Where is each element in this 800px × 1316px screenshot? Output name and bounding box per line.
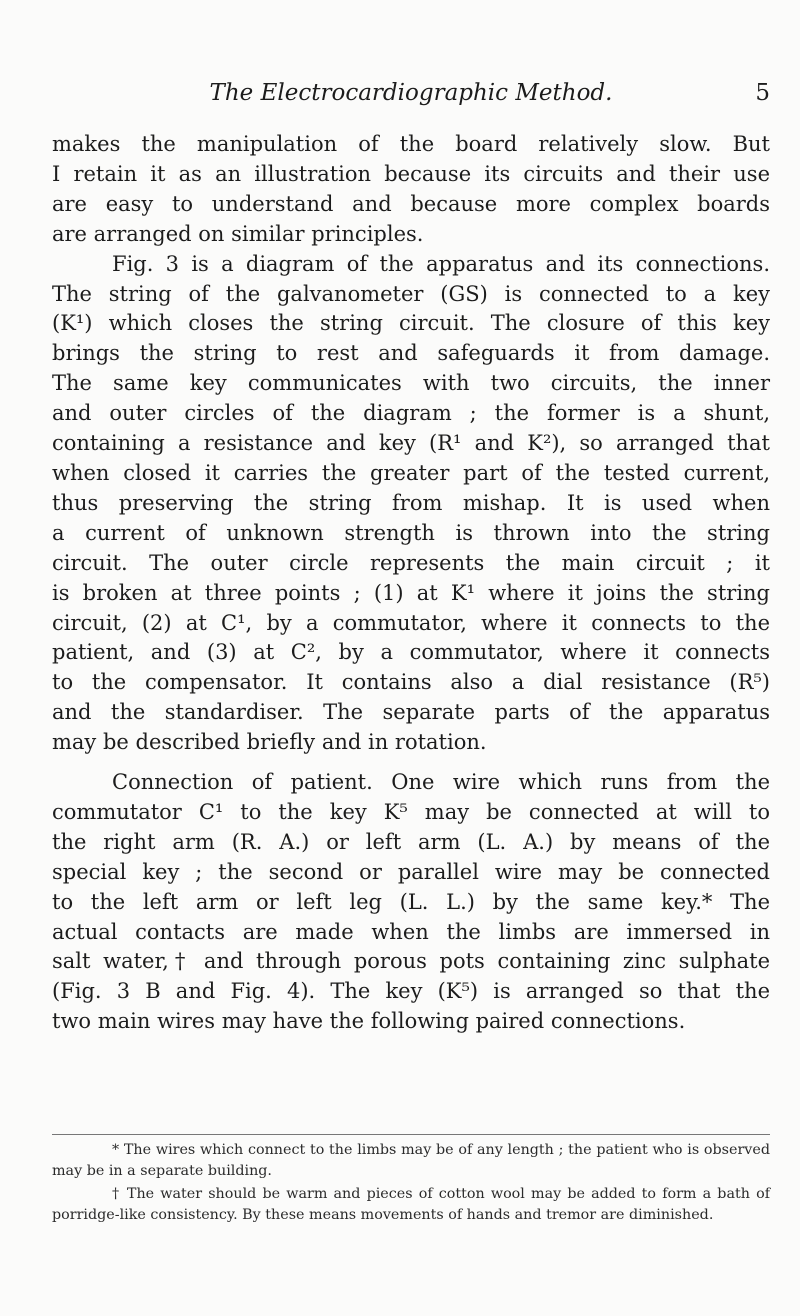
body-text bbox=[52, 130, 770, 1037]
running-title: The Electrocardiographic Method. bbox=[209, 80, 613, 106]
text-line: makes the manipulation of the board relatively slow. But bbox=[52, 132, 770, 156]
text-line: brings the string to rest and safeguards it from damage. bbox=[52, 341, 770, 366]
text-line: special key ; the second or parallel wire may be connected bbox=[52, 859, 770, 884]
text-line: commutator C¹ to the key K⁵ may be connected at will to bbox=[52, 799, 770, 824]
text-line: The string of the galvanometer (GS) is connected to a key bbox=[52, 281, 770, 306]
text-line: (K¹) which closes the string circuit. The closure of this key bbox=[52, 311, 770, 336]
text-line: Fig. 3 is a diagram of the apparatus and its connections. bbox=[112, 251, 770, 276]
text-line: may be described briefly and in rotation. bbox=[52, 730, 487, 755]
text-line: circuit. The outer circle represents the main circuit ; it bbox=[52, 550, 770, 575]
text-line: salt water,† and through porous pots containing zinc sulphate bbox=[52, 949, 770, 974]
text-line: I retain it as an illustration because its circuits and their use bbox=[52, 161, 770, 186]
text-line: are arranged on similar principles. bbox=[52, 221, 424, 246]
text-line: to the left arm or left leg (L. L.) by the same key.* The bbox=[52, 889, 770, 914]
text-line: is broken at three points ; (1) at K¹ where it joins the string bbox=[52, 580, 770, 605]
text-line: (Fig. 3 B and Fig. 4). The key (K⁵) is arranged so that the bbox=[52, 979, 770, 1004]
text-line: and outer circles of the diagram ; the former is a shunt, bbox=[52, 401, 770, 426]
text-line: are easy to understand and because more complex boards bbox=[52, 191, 770, 216]
page-number: 5 bbox=[755, 80, 770, 106]
text-line: circuit, (2) at C¹, by a commutator, where it connects to the bbox=[52, 610, 770, 635]
text-line: actual contacts are made when the limbs are immersed in bbox=[52, 919, 770, 944]
text-line: when closed it carries the greater part of the tested current, bbox=[52, 460, 770, 485]
text-line: patient, and (3) at C², by a commutator, where it connects bbox=[52, 640, 770, 665]
footnotes bbox=[52, 1140, 770, 1228]
text-line: the right arm (R. A.) or left arm (L. A.) by means of the bbox=[52, 829, 770, 854]
text-line: Connection of patient. One wire which runs from the bbox=[112, 770, 770, 795]
text-line: to the compensator. It contains also a dial resistance (R⁵) bbox=[52, 670, 770, 695]
text-line: thus preserving the string from mishap. It is used when bbox=[52, 490, 770, 515]
text-line: two main wires may have the following paired connections. bbox=[52, 1009, 686, 1034]
footnote-rule bbox=[52, 1134, 770, 1135]
text-line: containing a resistance and key (R¹ and K²), so arranged that bbox=[52, 431, 770, 456]
page-header bbox=[52, 78, 770, 114]
text-line: and the standardiser. The separate parts of the apparatus bbox=[52, 700, 770, 725]
text-line: The same key communicates with two circuits, the inner bbox=[52, 371, 770, 396]
footnote: * The wires which connect to the limbs may be of any length ; the patient who is observed may be in a separate building. bbox=[52, 1142, 770, 1179]
footnote: † The water should be warm and pieces of cotton wool may be added to form a bath of porridge-like consistency. By these means movements of hands and tremor are diminished. bbox=[52, 1186, 770, 1223]
text-line: a current of unknown strength is thrown into the string bbox=[52, 520, 770, 545]
